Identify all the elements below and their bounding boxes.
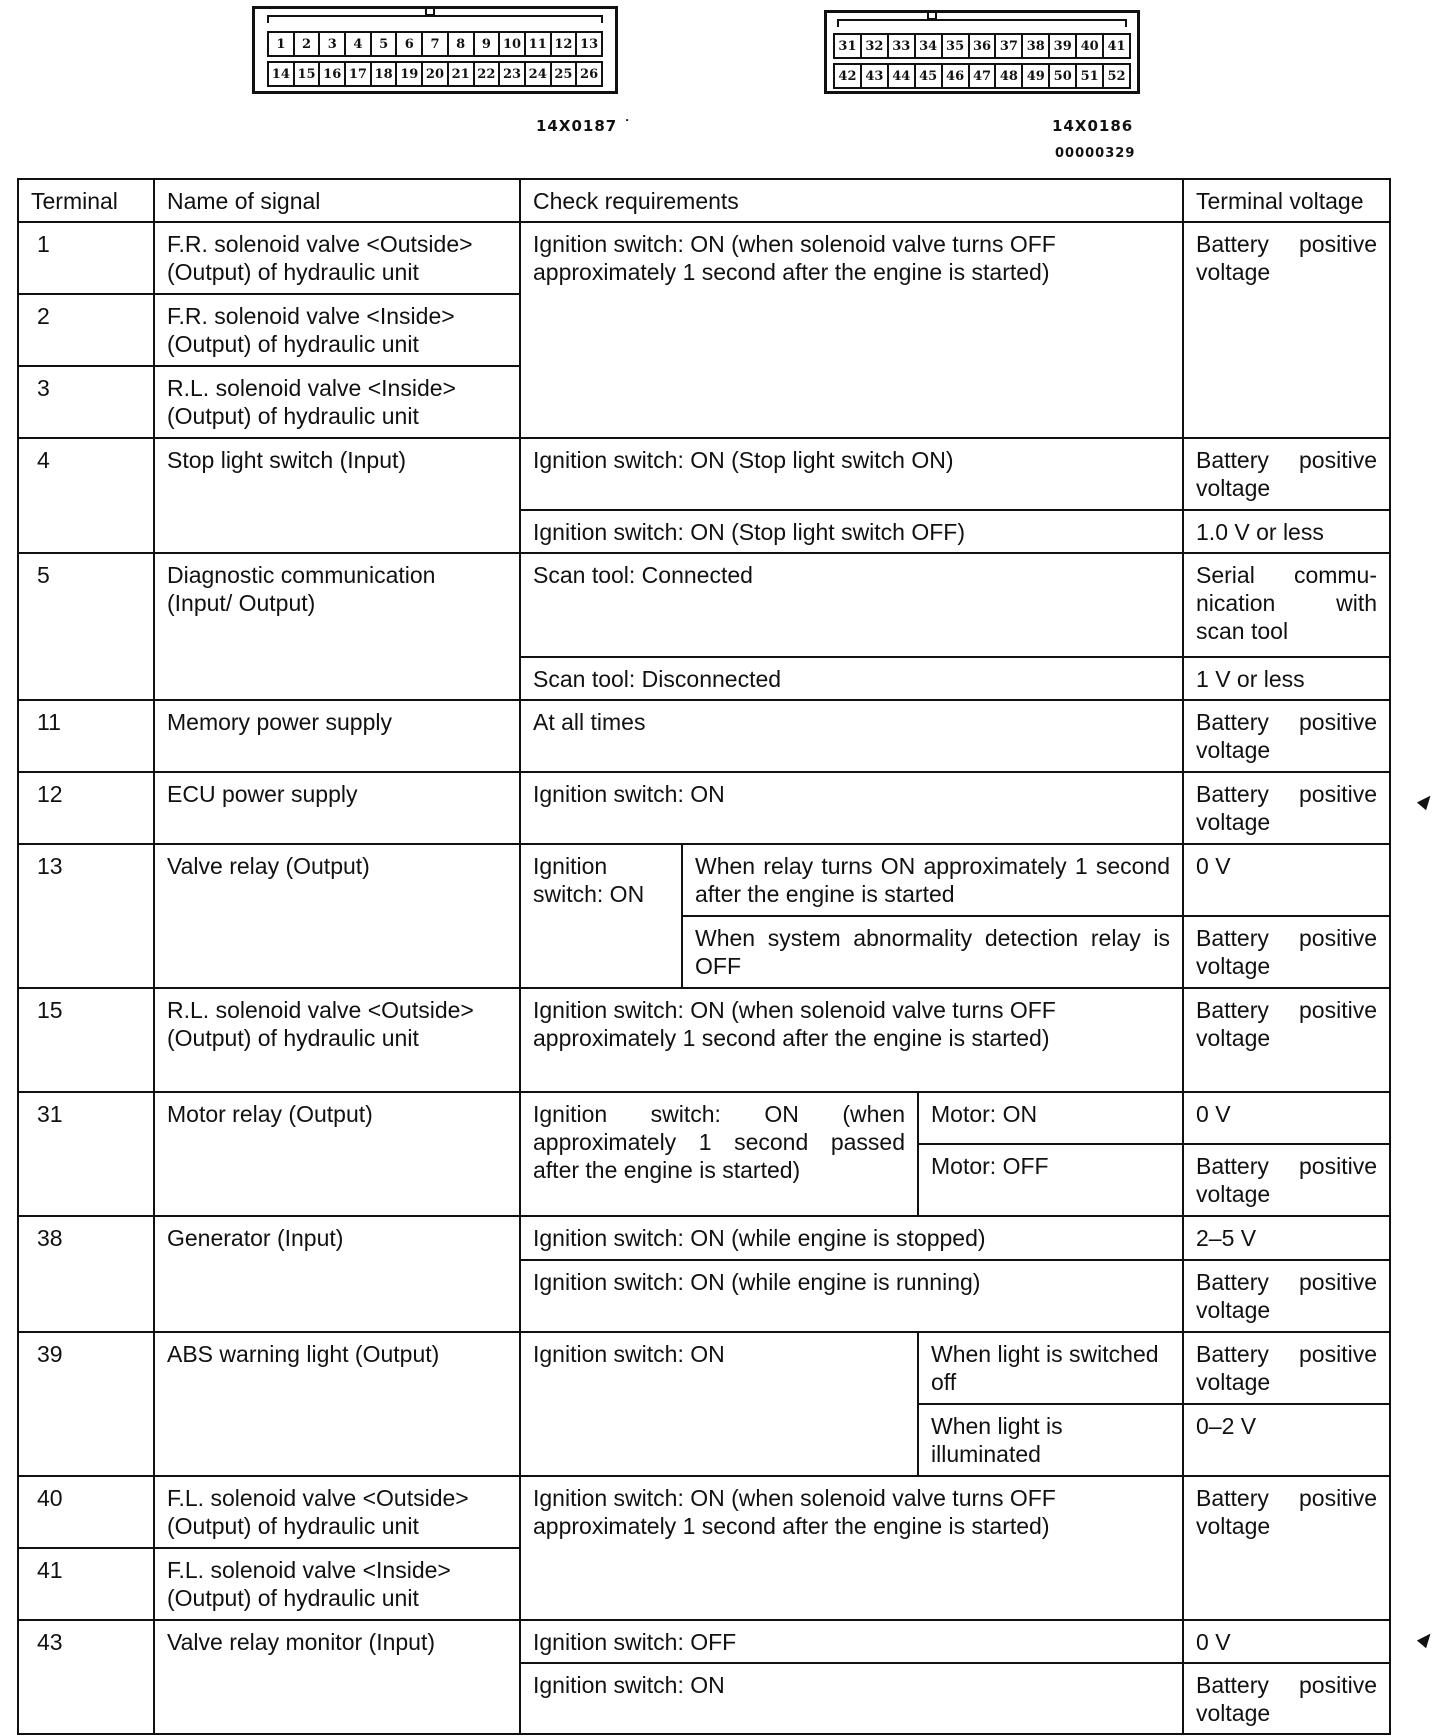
connector-pin: 19 [395,61,423,87]
table-row [18,553,1390,657]
check-cell: Ignition switch: ON (Stop light switch OFF) [520,510,1183,553]
header-voltage: Terminal voltage [1183,179,1390,222]
terminal-cell: 40 [18,1476,154,1548]
connector-pin: 20 [421,61,449,87]
table-row [18,844,1390,916]
connector-pin: 25 [550,61,578,87]
signal-cell: Motor relay (Output) [154,1092,520,1216]
check-cell: When relay turns ON approximately 1 second after the engine is started [682,844,1183,916]
header-signal: Name of signal [154,179,520,222]
check-cell: Ignition switch: ON [520,1663,1183,1734]
signal-cell: F.R. solenoid valve <Inside> (Output) of hydraulic unit [154,294,520,366]
connector-pin: 18 [370,61,398,87]
voltage-cell: 1 V or less [1183,657,1390,700]
table-row [18,222,1390,294]
check-cell: Ignition switch: ON (when solenoid valve turns OFF approximately 1 second after the engine is started) [520,1476,1183,1620]
table-row [18,1620,1390,1663]
check-cell: Ignition switch: ON (Stop light switch ON) [520,438,1183,510]
voltage-cell: Battery positive voltage [1183,1476,1390,1620]
connector-pin: 49 [1021,63,1050,89]
signal-cell: ABS warning light (Output) [154,1332,520,1476]
connector-pin: 7 [421,31,449,57]
header-terminal: Terminal [18,179,154,222]
terminal-cell: 3 [18,366,154,438]
signal-cell: Valve relay (Output) [154,844,520,988]
connector-pin: 43 [860,63,889,89]
check-cell: When light is illuminated [918,1404,1183,1476]
connector-pin: 16 [318,61,346,87]
terminal-cell: 2 [18,294,154,366]
connector-pin: 48 [994,63,1023,89]
check-cell: Scan tool: Connected [520,553,1183,657]
table-row [18,1332,1390,1404]
connector-pin: 34 [914,33,943,59]
connector-pin: 23 [498,61,526,87]
connector-pin: 32 [860,33,889,59]
voltage-cell: 0 V [1183,844,1390,916]
signal-cell: F.L. solenoid valve <Outside> (Output) of hydraulic unit [154,1476,520,1548]
signal-cell: F.L. solenoid valve <Inside> (Output) of hydraulic unit [154,1548,520,1620]
table-row [18,700,1390,772]
voltage-cell: Battery positive voltage [1183,1260,1390,1332]
signal-cell: Diagnostic communication (Input/ Output) [154,553,520,700]
check-cell: Ignition switch: ON (while engine is stopped) [520,1216,1183,1260]
connector-pin: 50 [1048,63,1077,89]
table-row [18,438,1390,510]
connector-pin: 40 [1075,33,1104,59]
connector-pin: 44 [887,63,916,89]
connector-pin-row [833,63,1131,89]
connector-pin: 3 [318,31,346,57]
connector-14x0187 [252,6,618,94]
check-cell: Ignition switch: ON (when solenoid valve turns OFF approximately 1 second after the engine is started) [520,222,1183,438]
terminal-voltage-table [17,178,1391,1735]
signal-cell: R.L. solenoid valve <Outside> (Output) of hydraulic unit [154,988,520,1092]
check-cell: Ignition switch: ON [520,844,682,988]
connector-pin: 37 [994,33,1023,59]
voltage-cell: 2–5 V [1183,1216,1390,1260]
connector-pin: 10 [498,31,526,57]
connector-pin: 51 [1075,63,1104,89]
connector-pin: 4 [344,31,372,57]
connector-pin: 8 [447,31,475,57]
check-cell: Ignition switch: ON (when solenoid valve turns OFF approximately 1 second after the engine is started) [520,988,1183,1092]
check-cell: Scan tool: Disconnected [520,657,1183,700]
table-row [18,1216,1390,1260]
signal-cell: Generator (Input) [154,1216,520,1332]
terminal-cell: 13 [18,844,154,988]
voltage-cell: 0–2 V [1183,1404,1390,1476]
table-row [18,988,1390,1092]
connector-label: 14X0187 ˙ [536,117,632,135]
voltage-cell: 0 V [1183,1620,1390,1663]
terminal-cell: 12 [18,772,154,844]
check-cell: When system abnormality detection relay is OFF [682,916,1183,988]
connector-pin: 47 [968,63,997,89]
signal-cell: Stop light switch (Input) [154,438,520,553]
connector-pin: 15 [293,61,321,87]
signal-cell: F.R. solenoid valve <Outside> (Output) of hydraulic unit [154,222,520,294]
table-row [18,1092,1390,1144]
connector-pin: 11 [524,31,552,57]
voltage-cell: 1.0 V or less [1183,510,1390,553]
connector-pin: 26 [575,61,603,87]
check-cell: Ignition switch: ON (when approximately 1 second passed after the engine is started) [520,1092,918,1216]
check-cell: At all times [520,700,1183,772]
connector-pin: 5 [370,31,398,57]
check-cell: When light is switched off [918,1332,1183,1404]
connector-pin: 2 [293,31,321,57]
voltage-cell: Battery positive voltage [1183,1663,1390,1734]
connector-pin: 22 [473,61,501,87]
check-cell: Ignition switch: ON [520,772,1183,844]
connector-pin: 33 [887,33,916,59]
connector-label: 14X0186 [1052,117,1134,135]
table-header-row [18,179,1390,222]
terminal-cell: 41 [18,1548,154,1620]
connector-pin: 6 [395,31,423,57]
voltage-cell: Battery positive voltage [1183,988,1390,1092]
header-check: Check requirements [520,179,1183,222]
connector-14x0186 [824,10,1140,94]
terminal-cell: 31 [18,1092,154,1216]
check-cell: Ignition switch: ON [520,1332,918,1476]
voltage-cell: Battery positive voltage [1183,438,1390,510]
connector-sublabel: 00000329 [1055,146,1136,161]
revision-marker-icon [1417,792,1435,810]
check-cell: Motor: ON [918,1092,1183,1144]
connector-pin: 46 [941,63,970,89]
terminal-cell: 15 [18,988,154,1092]
signal-cell: ECU power supply [154,772,520,844]
connector-pin: 42 [833,63,862,89]
connector-pin: 17 [344,61,372,87]
connector-pin-row [267,31,603,57]
connector-pin: 31 [833,33,862,59]
connector-pin: 45 [914,63,943,89]
voltage-cell: Battery positive voltage [1183,1144,1390,1216]
signal-cell: Memory power supply [154,700,520,772]
terminal-cell: 4 [18,438,154,553]
terminal-cell: 5 [18,553,154,700]
connector-pin: 41 [1102,33,1131,59]
connector-pin: 13 [575,31,603,57]
signal-cell: Valve relay monitor (Input) [154,1620,520,1734]
connector-pin: 38 [1021,33,1050,59]
check-cell: Ignition switch: OFF [520,1620,1183,1663]
table-row [18,1476,1390,1548]
connector-pin: 1 [267,31,295,57]
connector-pin: 39 [1048,33,1077,59]
connector-pin: 35 [941,33,970,59]
voltage-cell: Battery positive voltage [1183,916,1390,988]
terminal-cell: 38 [18,1216,154,1332]
connector-pin-row [833,33,1131,59]
voltage-cell: Battery positive voltage [1183,772,1390,844]
terminal-cell: 1 [18,222,154,294]
connector-pin: 21 [447,61,475,87]
voltage-cell: 0 V [1183,1092,1390,1144]
connector-pin-row [267,61,603,87]
connector-pin: 12 [550,31,578,57]
revision-marker-icon [1417,1630,1435,1648]
connector-pin: 14 [267,61,295,87]
connector-pin: 9 [473,31,501,57]
terminal-cell: 11 [18,700,154,772]
check-cell: Motor: OFF [918,1144,1183,1216]
connector-pin: 24 [524,61,552,87]
terminal-cell: 43 [18,1620,154,1734]
voltage-cell: Battery positive voltage [1183,700,1390,772]
voltage-cell: Serial commu-nication with scan tool [1183,553,1390,657]
check-cell: Ignition switch: ON (while engine is running) [520,1260,1183,1332]
voltage-cell: Battery positive voltage [1183,222,1390,438]
connector-pin: 52 [1102,63,1131,89]
table-row [18,772,1390,844]
terminal-cell: 39 [18,1332,154,1476]
connector-pin: 36 [968,33,997,59]
signal-cell: R.L. solenoid valve <Inside> (Output) of hydraulic unit [154,366,520,438]
voltage-cell: Battery positive voltage [1183,1332,1390,1404]
